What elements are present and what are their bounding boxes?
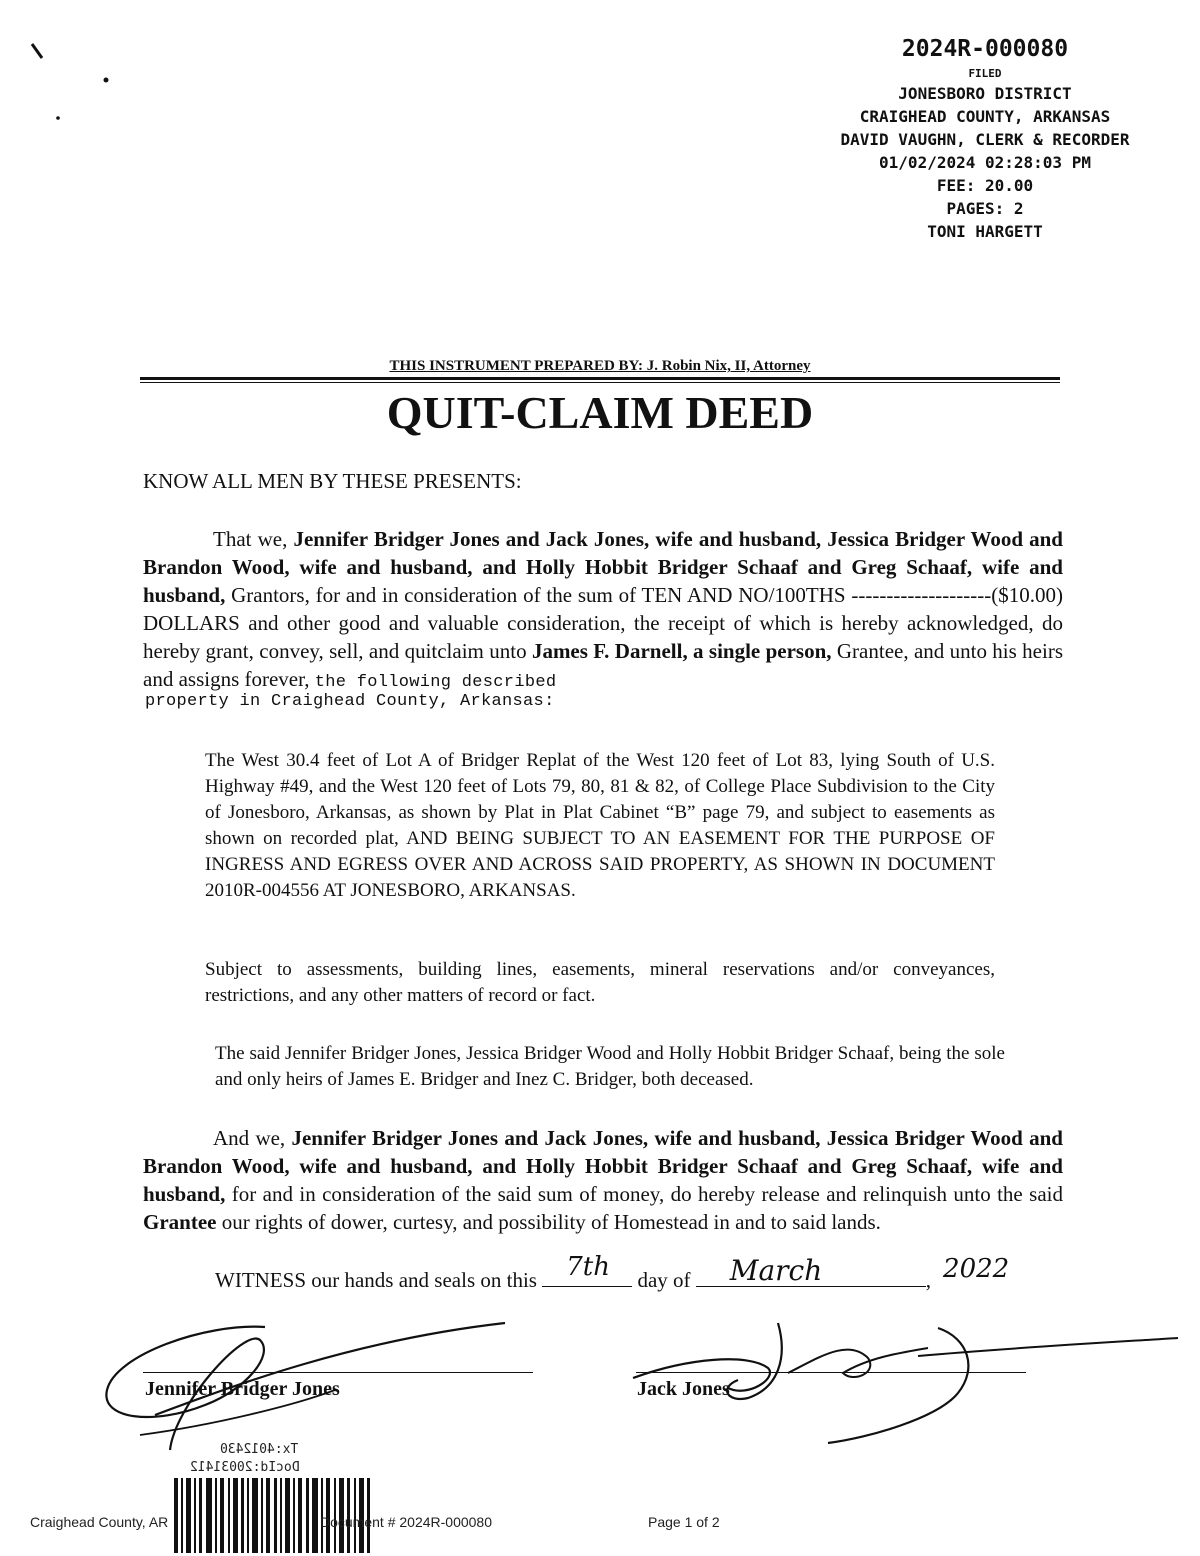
fee: FEE: 20.00 [936, 176, 1034, 195]
legal-description [205, 748, 995, 904]
release-text: for and in consideration of the said sum of money, do hereby release and relinquish unto the said [225, 1182, 1063, 1206]
county: CRAIGHEAD COUNTY, ARKANSAS [859, 107, 1111, 126]
filed-datetime: 01/02/2024 02:28:03 PM [879, 153, 1091, 172]
typed-insert-a: the following described [314, 673, 557, 692]
release-intro: And we, [213, 1126, 292, 1150]
release-paragraph [143, 1124, 1063, 1236]
month-blank [696, 1254, 926, 1287]
typed-insert-b: property in Craighead County, Arkansas: [145, 692, 555, 711]
header-rule-thin [140, 382, 1060, 383]
deputy-clerk: TONI HARGETT [927, 222, 1043, 241]
footer-page: Page 1 of 2 [648, 1514, 720, 1530]
footer-county: Craighead County, AR [30, 1514, 169, 1530]
clerk: DAVID VAUGHN, CLERK & RECORDER [840, 130, 1130, 149]
legal-description-text: The West 30.4 feet of Lot A of Bridger Replat of the West 120 feet of Lot 83, lying South of U.S. Highway #49, and the West 120 feet of Lots 79, 80, 81 & 82, of College Place Subdivision to the City of Jonesboro, Arkansas, as shown by Plat in Plat Cabinet “B” page 79, and subject to easements as shown on recorded plat, AND BEING SUBJECT TO AN EASEMENT FOR THE PURPOSE OF INGRESS AND EGRESS OVER AND ACROSS SAID PROPERTY, AS SHOWN IN DOCUMENT 2010R-004556 AT JONESBORO, ARKANSAS. [205, 750, 995, 901]
signer-name-left: Jennifer Bridger Jones [145, 1378, 340, 1400]
handwritten-day: 7th [566, 1252, 610, 1282]
release-names: Jennifer Bridger Jones and Jack Jones, wife and husband, Jessica Bridger Wood and Brandon Wood, wife and husband, and Holly Hobbit Bridger Schaaf and Greg Schaaf, wife and husband, [143, 1126, 1063, 1206]
filed-label: FILED [968, 67, 1002, 80]
grantee-clause: Grantee, and unto his heirs and assigns forever, [143, 639, 1063, 691]
mirrored-doc-id: DocId:20031412 [190, 1460, 300, 1475]
document-title: QUIT-CLAIM DEED [386, 387, 814, 438]
page-count: PAGES: 2 [946, 199, 1024, 218]
recording-stamp [800, 34, 1170, 243]
heirs-text: The said Jennifer Bridger Jones, Jessica Bridger Wood and Holly Hobbit Bridger Schaaf, being the sole and only heirs of James E. Bridger and Inez C. Bridger, both deceased. [215, 1043, 1005, 1090]
mirrored-tx-id: Tx:4012430 [220, 1442, 299, 1457]
granting-paragraph [143, 525, 1063, 697]
signature-jennifer [95, 1295, 525, 1465]
prepared-by: THIS INSTRUMENT PREPARED BY: J. Robin Nix, II, Attorney [389, 358, 811, 374]
witness-line: WITNESS our hands and seals on this 7th day of March , 2022 [215, 1252, 1010, 1292]
handwritten-year: 2022 [943, 1254, 1010, 1284]
release-end: our rights of dower, curtesy, and possibility of Homestead in and to said lands. [216, 1210, 881, 1234]
scan-specks [20, 30, 140, 170]
grantor-names: Jennifer Bridger Jones and Jack Jones, wife and husband, Jessica Bridger Wood and Brandon Wood, wife and husband, and Holly Hobbit Bridger Schaaf and Greg Schaaf, wife and husband, [143, 527, 1063, 607]
barcode-area [170, 1442, 375, 1552]
handwritten-month: March [729, 1254, 823, 1287]
subject-to-clause [205, 957, 995, 1009]
intro-text: That we, [213, 527, 294, 551]
know-all-heading: KNOW ALL MEN BY THESE PRESENTS: [143, 469, 522, 493]
subject-to-text: Subject to assessments, building lines, easements, mineral reservations and/or conveyances, restrictions, and any other matters of record or fact. [205, 959, 995, 1006]
day-of-text: day of [637, 1268, 691, 1292]
document-number: 2024R-000080 [901, 36, 1069, 62]
witness-prefix: WITNESS our hands and seals on this [215, 1268, 537, 1292]
grantee-name: James F. Darnell, a single person, [531, 639, 832, 663]
district: JONESBORO DISTRICT [898, 84, 1072, 103]
signature-jack [628, 1318, 1188, 1458]
signer-name-right: Jack Jones [637, 1378, 730, 1400]
release-grantee: Grantee [143, 1210, 217, 1234]
header-rule [140, 377, 1060, 380]
day-blank [542, 1252, 632, 1287]
footer-document-number: Document # 2024R-000080 [320, 1514, 493, 1530]
consideration-text: Grantors, for and in consideration of the sum of TEN AND NO/100THS --------------------($10.00) DOLLARS and other good and valuable consideration, the receipt of which is hereby acknowledged, do hereby grant, convey, sell, and quitclaim unto [143, 583, 1063, 663]
heirs-clause [215, 1041, 1005, 1093]
